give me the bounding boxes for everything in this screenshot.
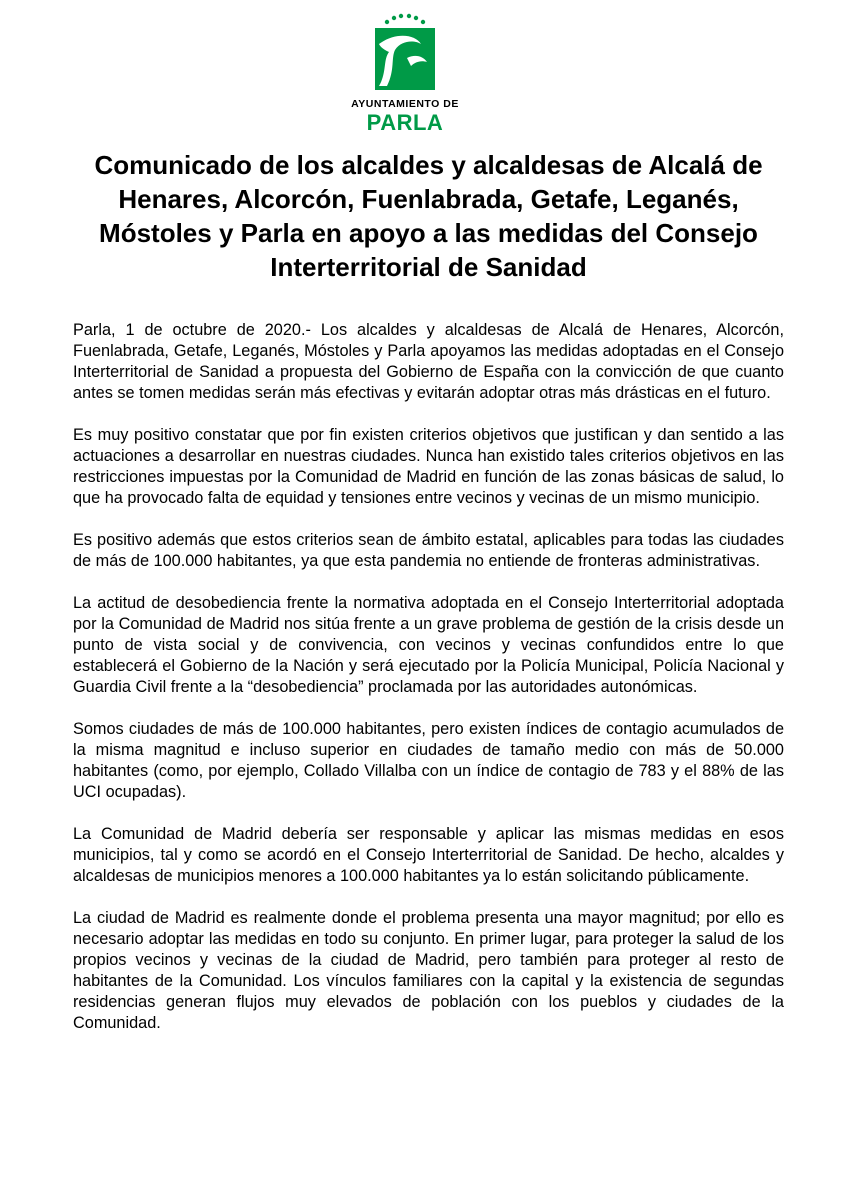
- paragraph: Es positivo además que estos criterios sean de ámbito estatal, aplicables para todas las ciudades de más de 100.000 habitantes, ya que esta pandemia no entiende de fronteras administrativas.: [73, 531, 784, 570]
- document-body: [73, 320, 784, 1055]
- paragraph: Somos ciudades de más de 100.000 habitantes, pero existen índices de contagio acumulados de la misma magnitud e incluso superior en ciudades de tamaño medio con más de 50.000 habitantes (como, por ejemplo, Collado Villalba con un índice de contagio de 783 y el 88% de las UCI ocupadas).: [73, 720, 784, 801]
- paragraph: La Comunidad de Madrid debería ser responsable y aplicar las mismas medidas en esos municipios, tal y como se acordó en el Consejo Interterritorial de Sanidad. De hecho, alcaldes y alcaldesas de municipios menores a 100.000 habitantes ya lo están solicitando públicamente.: [73, 825, 784, 885]
- logo-text-ayuntamiento: AYUNTAMIENTO DE: [351, 98, 459, 110]
- paragraph: Es muy positivo constatar que por fin existen criterios objetivos que justifican y dan sentido a las actuaciones a desarrollar en nuestras ciudades. Nunca han existido tales criterios objetivos en las restricciones impuestas por la Comunidad de Madrid en función de las zonas básicas de salud, lo que ha provocado falta de equidad y tensiones entre vecinos y vecinas de un mismo municipio.: [73, 426, 784, 507]
- paragraph: La actitud de desobediencia frente la normativa adoptada en el Consejo Interterritorial adoptada por la Comunidad de Madrid nos sitúa frente a un grave problema de gestión de la crisis desde un punto de vista social y de convivencia, con vecinos y vecinas confundidos entre lo que establecerá el Gobierno de la Nación y será ejecutado por la Policía Municipal, Policía Nacional y Guardia Civil frente a la “desobediencia” proclamada por las autoridades autonómicas.: [73, 594, 784, 696]
- paragraph: Parla, 1 de octubre de 2020.- Los alcaldes y alcaldesas de Alcalá de Henares, Alcorcón, Fuenlabrada, Getafe, Leganés, Móstoles y Parla apoyamos las medidas adoptadas en el Consejo Interterritorial de Sanidad a propuesta del Gobierno de España con la convicción de que cuanto antes se tomen medidas serán más efectivas y evitarán adoptar otras más drásticas en el futuro.: [73, 321, 784, 402]
- paragraph: La ciudad de Madrid es realmente donde el problema presenta una mayor magnitud; por ello es necesario adoptar las medidas en todo su conjunto. En primer lugar, para proteger la salud de los propios vecinos y vecinas de la ciudad de Madrid, pero también para proteger al resto de habitantes de la Comunidad. Los vínculos familiares con la capital y la existencia de segundas residencias generan flujos muy elevados de población con los pueblos y ciudades de la Comunidad.: [73, 909, 784, 1032]
- ayuntamiento-parla-logo: [350, 10, 460, 135]
- parla-emblem-icon: [365, 10, 445, 100]
- logo-text-parla: PARLA: [366, 110, 444, 135]
- document-title: Comunicado de los alcaldes y alcaldesas de Alcalá de Henares, Alcorcón, Fuenlabrada, Getafe, Leganés, Móstoles y Parla en apoyo a las medidas del Consejo Interterritorial de Sanidad: [94, 150, 763, 282]
